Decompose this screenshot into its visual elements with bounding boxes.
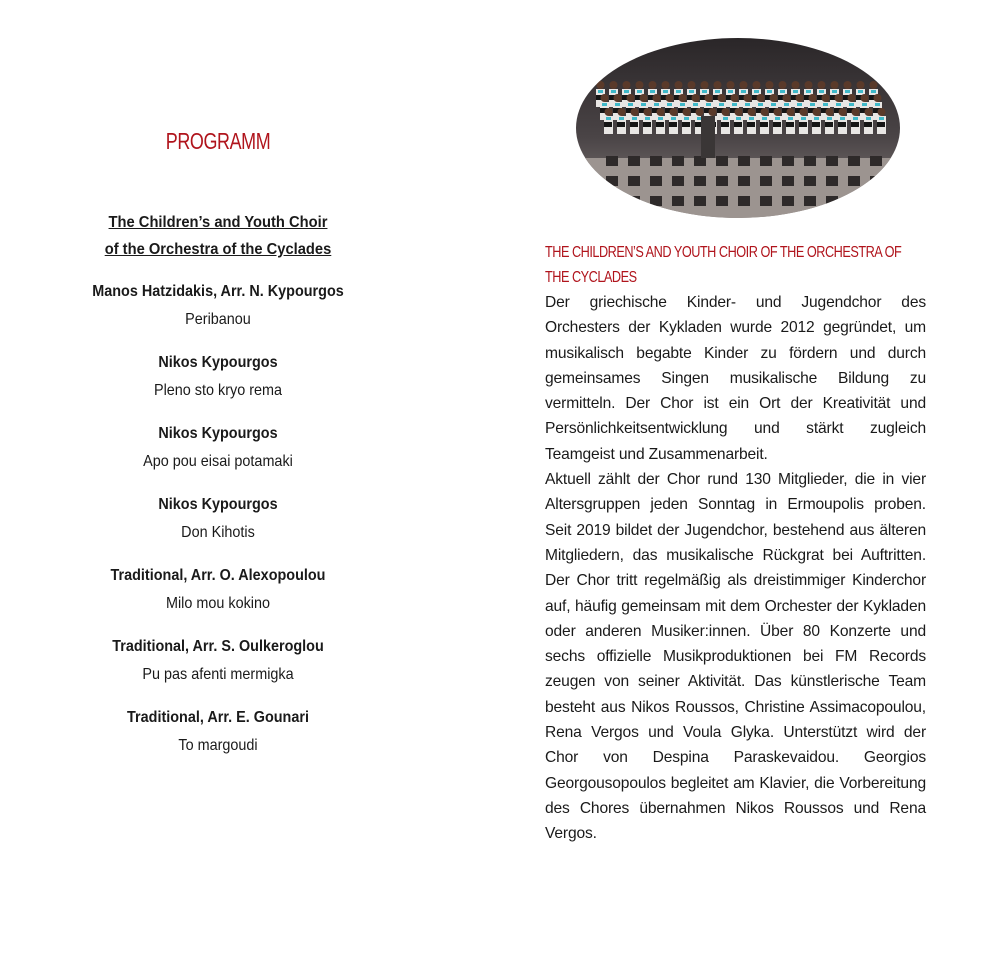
choir-title-line1: The Children’s and Youth Choir <box>108 214 328 231</box>
composer: Manos Hatzidakis, Arr. N. Kypourgos <box>92 283 344 300</box>
choir-title <box>73 209 364 263</box>
program-item <box>60 635 376 706</box>
program-item <box>60 422 376 493</box>
work-title: Pleno sto kryo rema <box>153 382 283 399</box>
work-title: Milo mou kokino <box>165 595 271 612</box>
program-item <box>60 706 376 777</box>
composer: Nikos Kypourgos <box>158 496 278 513</box>
composer: Nikos Kypourgos <box>158 354 278 371</box>
about-heading: THE CHILDREN’S AND YOUTH CHOIR OF THE ORCHESTRA OF THE CYCLADES <box>545 244 902 286</box>
about-paragraph-1: Der griechische Kinder- und Jugendchor des Orchesters der Kykladen wurde 2012 gegründet, um musikalisch begabte Kinder zu fördern und durch gemeinsames Singen musikalische Bildung zu vermitteln. Der Chor ist ein Ort der Kreativität und Persönlichkeitsentwicklung und stärkt zugleich Teamgeist und Zusammenarbeit. <box>545 294 926 463</box>
program-item <box>60 564 376 635</box>
program-item <box>60 493 376 564</box>
work-title: Pu pas afenti mermigka <box>142 666 294 683</box>
program-list <box>60 280 376 777</box>
choir-title-line2: of the Orchestra of the Cyclades <box>104 241 332 258</box>
about-body <box>545 290 926 847</box>
composer: Traditional, Arr. S. Oulkeroglou <box>112 638 324 655</box>
work-title: Apo pou eisai potamaki <box>143 453 293 470</box>
composer: Traditional, Arr. E. Gounari <box>127 709 309 726</box>
conductor <box>701 116 715 158</box>
work-title: To margoudi <box>178 737 258 754</box>
program-item <box>60 351 376 422</box>
composer: Nikos Kypourgos <box>158 425 278 442</box>
work-title: Don Kihotis <box>181 524 255 541</box>
choir-photo <box>576 38 900 218</box>
program-heading: PROGRAMM <box>165 128 271 154</box>
about-paragraph-2: Aktuell zählt der Chor rund 130 Mitglieder, die in vier Altersgruppen jeden Sonntag in Ermoupolis proben. Seit 2019 bildet der Jugendchor, bestehend aus älteren Mitgliedern, das musikalische Rückgrat bei Auftritten. Der Chor tritt regelmäßig als dreistimmiger Kinderchor auf, häufig gemeinsam mit dem Orchester der Kykladen oder anderen Musiker:innen. Über 80 Konzerte und sechs offizielle Musikproduktionen bei FM Records zeugen von seiner Aktivität. Das künstlerische Team besteht aus Nikos Roussos, Christine Assimacopoulou, Rena Vergos und Voula Glyka. Unterstützt wird der Chor von Despina Paraskevaidou. Georgios Georgousopoulos begleitet am Klavier, die Vorbereitung des Chores übernahmen Nikos Roussos und Rena Vergos. <box>545 471 926 843</box>
composer: Traditional, Arr. O. Alexopoulou <box>110 567 326 584</box>
work-title: Peribanou <box>185 311 251 328</box>
about-section <box>545 240 926 847</box>
program-item <box>60 280 376 351</box>
